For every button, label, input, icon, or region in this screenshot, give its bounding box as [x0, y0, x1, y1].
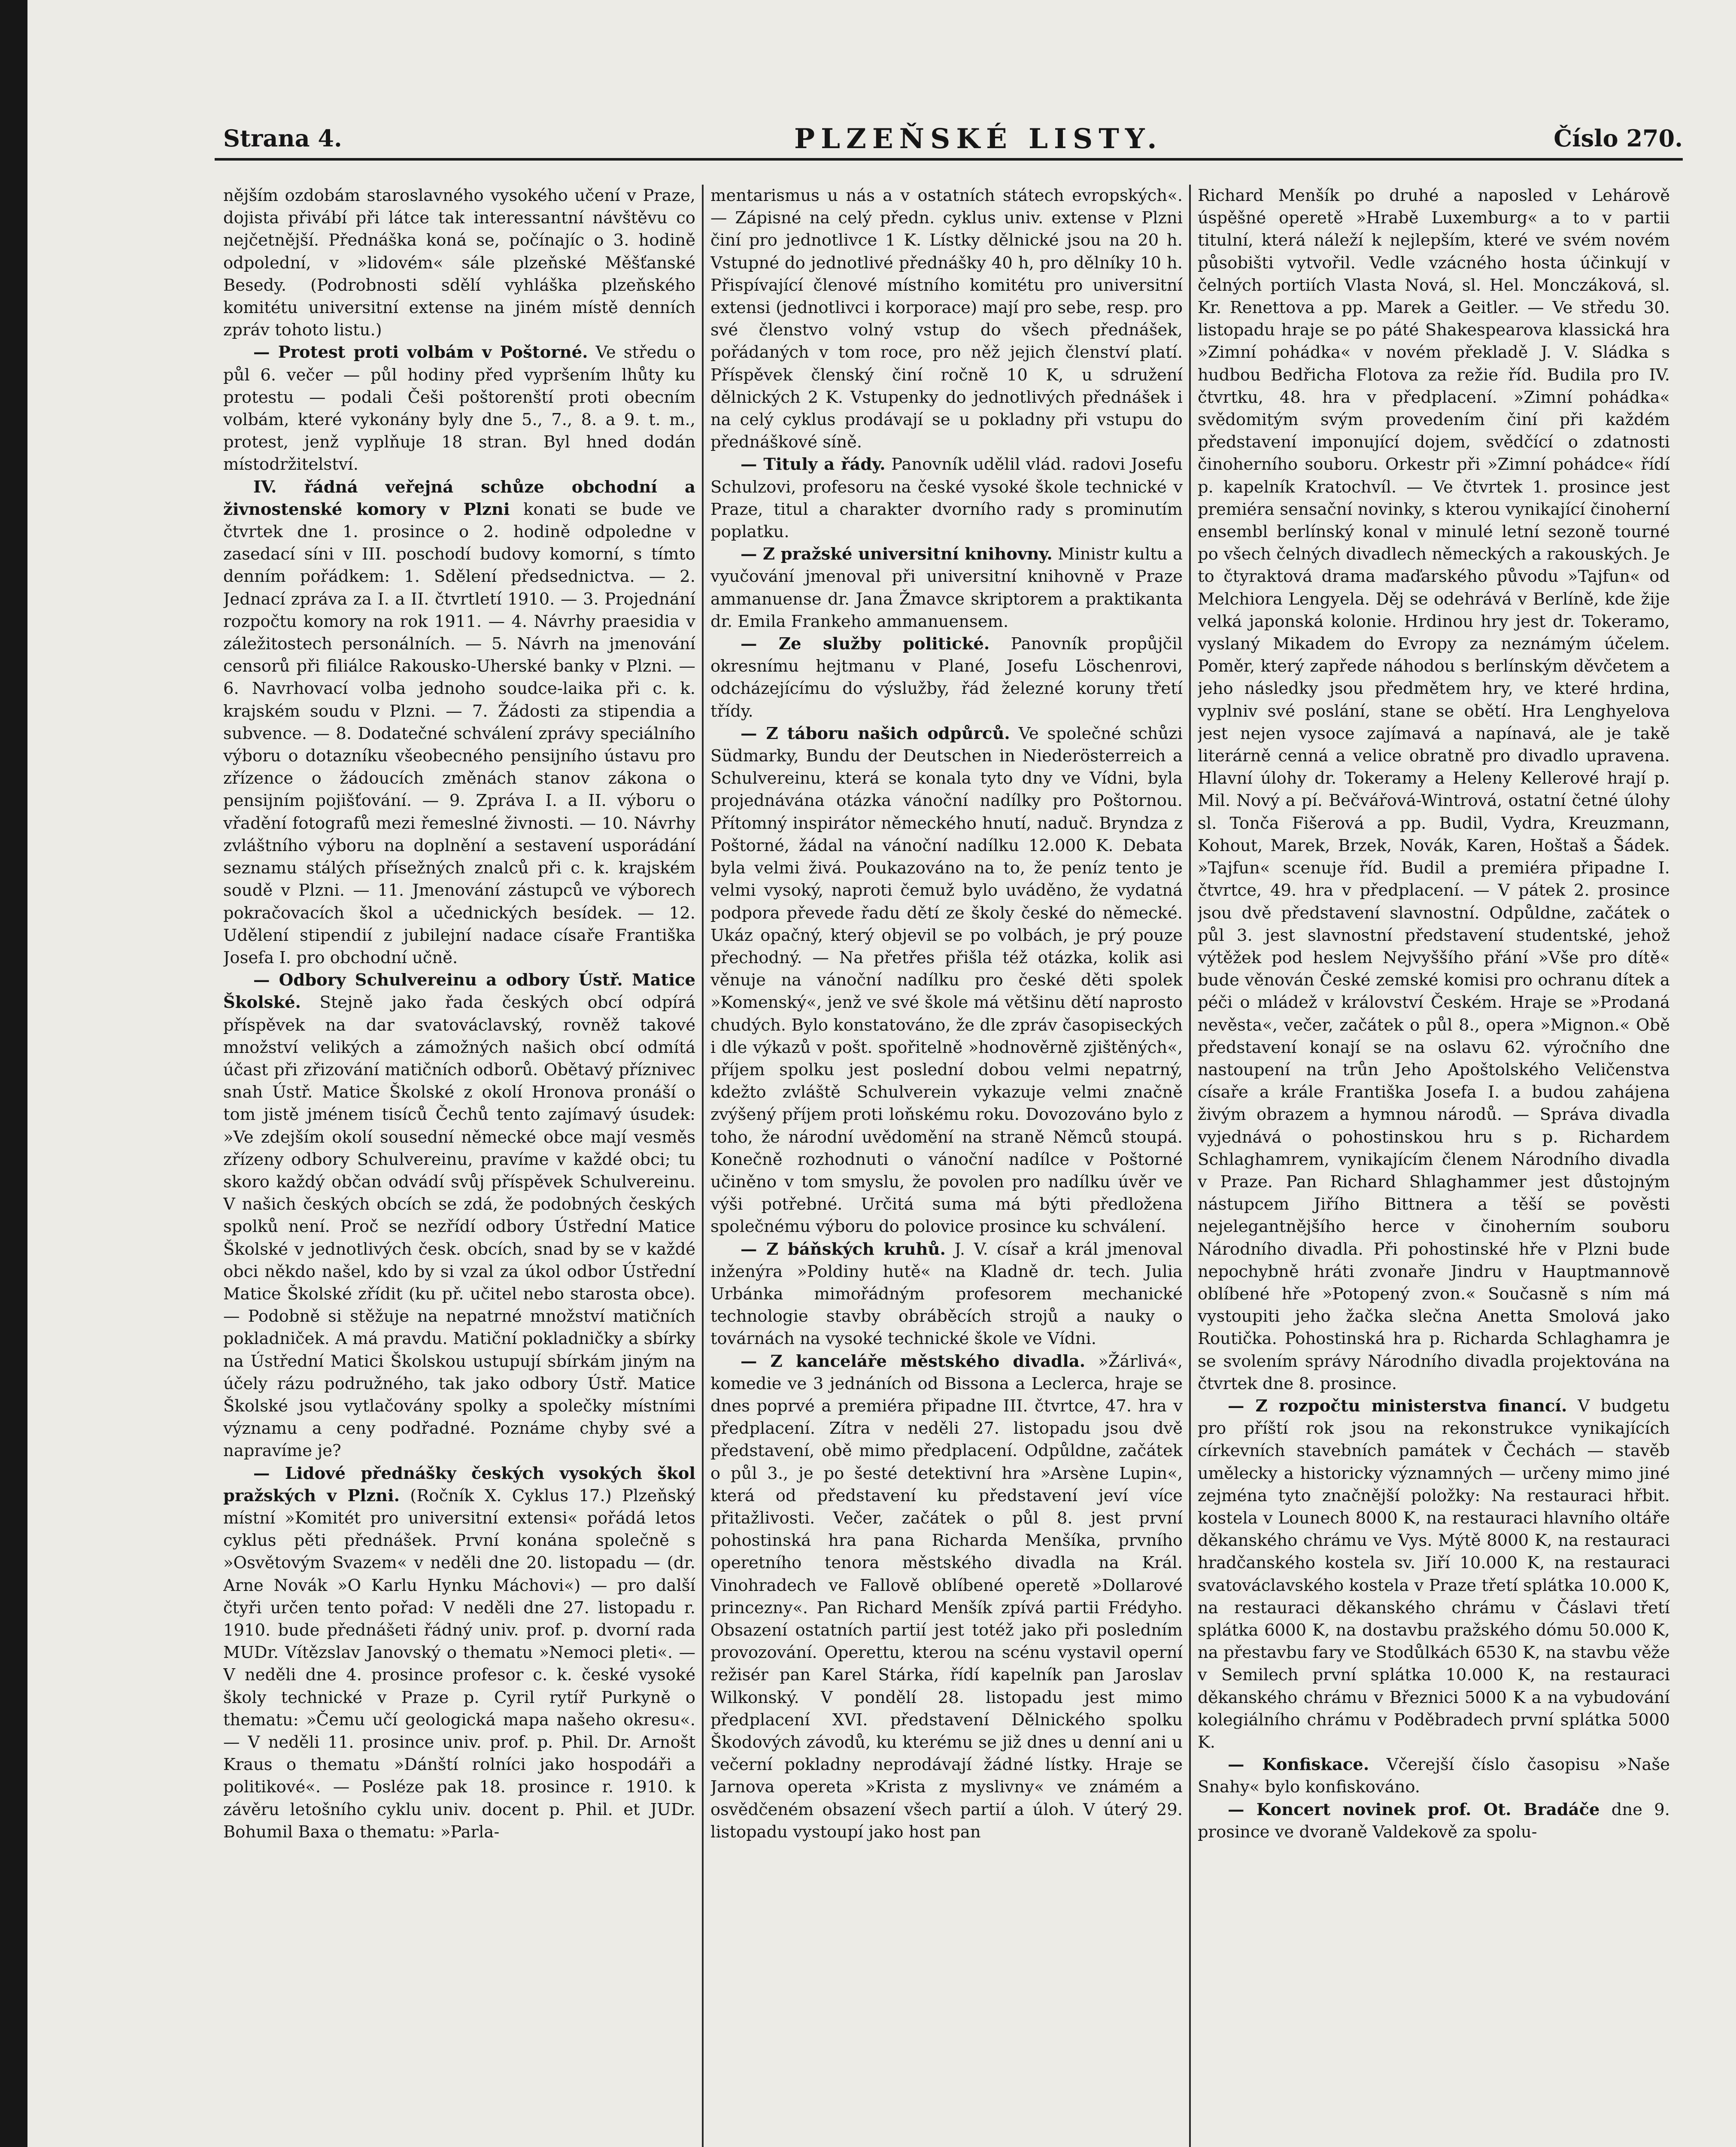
scan-binding-edge	[0, 0, 27, 2147]
article-paragraph: — Ze služby politické. Panovník propůjčil okresnímu hejtmanu v Plané, Josefu Löschenrovi, odcházejícímu do výslužby, řád železné koruny třetí třídy.	[710, 634, 1183, 721]
article-paragraph: — Koncert novinek prof. Ot. Bradáče dne 9. prosince ve dvoraně Valdekově za spolu-	[1198, 1800, 1670, 1842]
page-header	[223, 125, 1683, 159]
text-column-3	[1198, 185, 1670, 2147]
article-heading: IV. řádná veřejná schůze obchodní a živnostenské komory v Plzni	[223, 477, 695, 519]
article-heading: — Protest proti volbám v Poštorné.	[253, 343, 588, 362]
article-heading: — Lidové přednášky českých vysokých škol pražských v Plzni.	[223, 1463, 695, 1505]
article-paragraph: — Protest proti volbám v Poštorné. Ve středu o půl 6. večer — půl hodiny před vypršením lhůty ku protestu — podali Češi poštorenští proti obecním volbám, které vykonány byly dne 5., 7., 8. a 9. t. m., protest, jenž vyplňuje 18 stran. Byl hned dodán místodržitelství.	[223, 343, 695, 474]
text-column-1	[223, 185, 695, 2147]
article-heading: — Z táboru našich odpůrců.	[741, 724, 1010, 743]
page-number: Strana 4.	[223, 125, 342, 152]
header-rule	[215, 158, 1683, 161]
article-paragraph: Richard Menšík po druhé a naposled v Lehárově úspěšné operetě »Hrabě Luxemburg« a to v partii titulní, která náleží k nejlepším, které ve svém novém působišti vytvořil. Vedle vzácného hosta účinkují v čelných portiích Vlasta Nová, sl. Hel. Monczáková, sl. Kr. Renettova a pp. Marek a Geitler. — Ve středu 30. listopadu hraje se po páté Shakespearova klassická hra »Zimní pohádka« v novém překladě J. V. Sládka s hudbou Bedřicha Flotova za režie říd. Budila pro IV. čtvrtku, 48. hra v předplacení. »Zimní pohádka« svědomitým svým provedením činí při každém představení imponující dojem, svědčící o zdatnosti činoherního souboru. Orkestr při »Zimní pohádce« řídí p. kapelník Kratochvíl. — Ve čtvrtek 1. prosince jest premiéra sensační novinky, s kterou vynikající činoherní ensembl berlínský konal v minulé letní sezoně tourné po všech čelných divadlech německých a rakouských. Je to čtyraktová drama maďarského původu »Tajfun« od Melchiora Lengyela. Děj se odehrává v Berlíně, kde žije velká japonská kolonie. Hrdinou hry jest dr. Tokeramo, vyslaný Mikadem do Evropy za neznámým účelem. Poměr, který zapřede náhodou s berlínským děvčetem a jeho následky jsou předmětem hry, ve které hrdina, vyplniv své poslání, stane se obětí. Hra Lenghyelova jest nejen vysoce zajímavá a napínavá, ale je takě literárně cenná a velice obratně pro divadlo upravena. Hlavní úlohy dr. Tokeramy a Heleny Kellerové hrají p. Mil. Nový a pí. Bečvářová-Wintrová, ostatní četné úlohy sl. Tonča Fišerová a pp. Budil, Vydra, Kreuzmann, Kohout, Marek, Brzek, Novák, Karen, Hoštaš a Šádek. »Tajfun« scenuje říd. Budil a premiéra připadne I. čtvrtce, 49. hra v předplacení. — V pátek 2. prosince jsou dvě představení slavnostní. Odpůldne, začátek o půl 3. jest slavnostní představení studentské, jehož výtěžek pod heslem Nejvyššího přání »Vše pro dítě« bude věnován České zemské komisi pro ochranu dítek a péči o mládež v království Českém. Hraje se »Prodaná nevěsta«, večer, začátek o půl 8., opera »Mignon.« Obě představení konají se na oslavu 62. výročního dne nastoupení na trůn Jeho Apoštolského Veličenstva císaře a krále Františka Josefa I. a budou zahájena živým obrazem a hymnou národů. — Správa divadla vyjednává o pohostinskou hru s p. Richardem Schlaghamrem, vynikajícím členem Národního divadla v Praze. Pan Richard Shlaghammer jest důstojným nástupcem Jiřího Bittnera a těší se pověsti nejelegantnějšího herce v činoherním souboru Národního divadla. Při pohostinské hře v Plzni bude nepochybně hráti zvonaře Jindru v Hauptmannově oblíbené hře »Potopený zvon.« Současně s ním má vystoupiti jeho žačka slečna Anetta Smolová jako Routička. Pohostinská hra p. Richarda Schlaghamra je se svolením správy Národního divadla projektována na čtvrtek dne 8. prosince.	[1198, 186, 1670, 1393]
article-paragraph: — Z rozpočtu ministerstva financí. V budgetu pro příští rok jsou na rekonstrukce vynikajících církevních stavebních památek v Čechách — stavěb umělecky a historicky významných — určeny mimo jiné zejména tyto značnější položky: Na restauraci hřbit. kostela v Lounech 8000 K, na restauraci hlavního oltáře děkanského chrámu ve Vys. Mýtě 8000 K, na restauraci hradčanského kostela sv. Jiří 10.000 K, na restauraci svatováclavského kostela v Praze třetí splátka 10.000 K, na restauraci děkanského chrámu v Čáslavi třetí splátka 6000 K, na dostavbu pražského dómu 50.000 K, na přestavbu fary ve Stodůlkách 6530 K, na stavbu věže v Semilech první splátka 10.000 K, na restauraci děkanského chrámu v Březnici 5000 K a na vybudování kolegiálního chrámu v Poděbradech první splátka 5000 K.	[1198, 1396, 1670, 1752]
article-paragraph: — Z báňských kruhů. J. V. císař a král jmenoval inženýra »Poldiny hutě« na Kladně dr. tech. Julia Urbánka mimořádným profesorem mechanické technologie stavby obráběcích strojů a nauky o továrnách na vysoké technické škole ve Vídni.	[710, 1239, 1183, 1349]
newspaper-title: PLZEŇSKÉ LISTY.	[794, 123, 1163, 155]
article-heading: — Tituly a řády.	[741, 455, 886, 474]
article-heading: — Konfiskace.	[1228, 1755, 1369, 1775]
article-paragraph: — Z pražské universitní knihovny. Ministr kultu a vyučování jmenoval při universitní knihovně v Praze ammanuense dr. Jana Žmavce skriptorem a praktikanta dr. Emila Frankeho ammanuensem.	[710, 544, 1183, 631]
article-paragraph: — Z táboru našich odpůrců. Ve společné schůzi Südmarky, Bundu der Deutschen in Niederösterreich a Schulvereinu, která se konala tyto dny ve Vídni, byla projednávána otázka vánoční nadílky pro Poštornou. Přítomný inspirátor německého hnutí, naduč. Bryndza z Poštorné, žádal na vánoční nadílku 12.000 K. Debata byla velmi živá. Poukazováno na to, že peníz tento je velmi vysoký, naproti čemuž bylo uváděno, že vydatná podpora převede řadu dětí ze školy české do německé. Ukáz opačný, který objevil se po volbách, je prý pouze přechodný. — Na přetřes přišla též otázka, kolik asi věnuje na vánoční nadílku pro české děti spolek »Komenský«, jenž ve své škole má většinu dětí naprosto chudých. Bylo konstatováno, že dle zpráv časopiseckých i dle výkazů v pošt. spořitelně »hodnověrně zjištěných«, příjem spolku jest poslední dobou velmi nepatrný, kdežto zvláště Schulverein vykazuje velmi značně zvýšený příjem proti loňskému roku. Dovozováno bylo z toho, že národní uvědomění na straně Němců stoupá. Konečně rozhodnuti o vánoční nadílce v Poštorné učiněno v tom smyslu, že povolen pro nadílku úvěr ve výši potřebné. Určitá suma má býti předložena společnému výboru do polovice prosince ku schválení.	[710, 724, 1183, 1237]
article-paragraph: — Odbory Schulvereinu a odbory Ústř. Matice Školské. Stejně jako řada českých obcí odpírá příspěvek na dar svatováclavský, rovněž takové množství velikých a zámožných našich obcí odmítá účast při zřizování matičních odborů. Obětavý příznivec snah Ústř. Matice Školské z okolí Hronova pronáší o tom jistě jménem tisíců Čechů tento zajímavý úsudek: »Ve zdejším okolí sousední německé obce mají vesměs zřízeny odbory Schulvereinu, pravíme v každé obci; tu skoro každý občan odvádí svůj příspěvek Schulvereinu. V našich českých obcích se zdá, že podobných českých spolků není. Proč se nezřídí odbory Ústřední Matice Školské v jednotlivých česk. obcích, snad by se v každé obci někdo našel, kdo by si vzal za úkol odbor Ústřední Matice Školské zřídit (ku př. učitel nebo starosta obce). — Podobně si stěžuje na nepatrné množství matičních pokladniček. A má pravdu. Matiční pokladničky a sbírky na Ústřední Matici Školskou ustupují sbírkám jiným na účely rázu podružného, tak jako odbory Ústř. Matice Školské jsou vytlačovány spolky a společky místními významu a ceny podřadné. Poznáme chyby své a napravíme je?	[223, 970, 695, 1461]
article-paragraph: — Lidové přednášky českých vysokých škol pražských v Plzni. (Ročník X. Cyklus 17.) Plzeňský místní »Komitét pro universitní extensi« pořádá letos cyklus pěti přednášek. První konána společně s »Osvětovým Svazem« v neděli dne 20. listopadu — (dr. Arne Novák »O Karlu Hynku Máchovi«) — pro další čtyři určen tento pořad: V neděli dne 27. listopadu r. 1910. bude přednášeti řádný univ. prof. p. dvorní rada MUDr. Vítězslav Janovský o thematu »Nemoci pleti«. — V neděli dne 4. prosince profesor c. k. české vysoké školy technické v Praze p. Cyril rytíř Purkyně o thematu: »Čemu učí geologická mapa našeho okresu«. — V neděli 11. prosince univ. prof. p. Phil. Dr. Arnošt Kraus o thematu »Dánští rolníci jako hospodáři a politikové«. — Posléze pak 18. prosince r. 1910. k závěru letošního cyklu univ. docent p. Phil. et JUDr. Bohumil Baxa o thematu: »Parla-	[223, 1463, 695, 1842]
article-heading: — Ze služby politické.	[741, 634, 990, 654]
article-heading: — Z rozpočtu ministerstva financí.	[1228, 1396, 1567, 1416]
article-paragraph: — Tituly a řády. Panovník udělil vlád. radovi Josefu Schulzovi, profesoru na české vysoké škole technické v Praze, titul a charakter dvorního rady s prominutím poplatku.	[710, 455, 1183, 542]
issue-number: Číslo 270.	[1554, 125, 1683, 152]
text-column-2	[710, 185, 1183, 2147]
article-paragraph: — Konfiskace. Včerejší číslo časopisu »Naše Snahy« bylo konfiskováno.	[1198, 1755, 1670, 1797]
article-paragraph: mentarismus u nás a v ostatních státech evropských«. — Zápisné na celý předn. cyklus univ. extense v Plzni činí pro jednotlivce 1 K. Lístky dělnické jsou na 20 h. Vstupné do jednotlivé přednášky 40 h, pro dělníky 10 h. Přispívající členové místního komitétu pro universitní extensi (jednotlivci i korporace) mají pro sebe, resp. pro své členstvo volný vstup do všech přednášek, pořádaných v tom roce, pro něž jejich členství platí. Příspěvek členský činí ročně 10 K, u sdružení dělnických 2 K. Vstupenky do jednotlivých přednášek i na celý cyklus prodávají se u pokladny při vstupu do přednáškové síně.	[710, 186, 1183, 452]
column-divider	[1189, 185, 1191, 2147]
article-paragraph: nějším ozdobám staroslavného vysokého učení v Praze, dojista přivábí při látce tak interessantní návštěvu co nejčetnější. Přednáška koná se, počínajíc o 3. hodině odpolední, v »lidovém« sále plzeňské Měšťanské Besedy. (Podrobnosti sdělí vyhláška plzeňského komitétu universitní extense na jiném místě denních zpráv tohoto listu.)	[223, 186, 695, 340]
article-heading: — Odbory Schulvereinu a odbory Ústř. Matice Školské.	[223, 970, 695, 1013]
article-paragraph: — Z kanceláře městského divadla. »Žárlivá«, komedie ve 3 jednáních od Bissona a Leclerca, hraje se dnes poprvé a premiéra připadne III. čtvrtce, 47. hra v předplacení. Zítra v neděli 27. listopadu jsou dvě představení, obě mimo předplacení. Odpůldne, začátek o půl 3., je po šesté detektivní hra »Arsène Lupin«, která od představení ku představení jeví více přitažlivosti. Večer, začátek o půl 8. jest první pohostinská hra pana Richarda Menšíka, prvního operetního tenora městského divadla na Král. Vinohradech ve Fallově oblíbené operetě »Dollarové princezny«. Pan Richard Menšík zpívá partii Frédyho. Obsazení ostatních partií jest totéž jako při posledním provozování. Operettu, kterou na scénu vystavil operní režisér pan Karel Stárka, řídí kapelník pan Jaroslav Wilkonský. V pondělí 28. listopadu jest mimo předplacení XVI. představení Dělnického spolku Škodových závodů, ku kterému se již dnes u denní ani u večerní pokladny neprodávají žádné lístky. Hraje se Jarnova opereta »Krista z myslivny« ve známém a osvědčeném obsazení všech partií a úloh. V úterý 29. listopadu vystoupí jako host pan	[710, 1351, 1183, 1842]
article-heading: — Koncert novinek prof. Ot. Bradáče	[1228, 1800, 1600, 1819]
article-heading: — Z báňských kruhů.	[741, 1239, 946, 1259]
article-heading: — Z pražské universitní knihovny.	[741, 544, 1053, 564]
article-paragraph: IV. řádná veřejná schůze obchodní a živnostenské komory v Plzni konati se bude ve čtvrtek dne 1. prosince o 2. hodině odpoledne v zasedací síni v III. poschodí budovy komorní, s tímto denním pořádkem: 1. Sdělení předsednictva. — 2. Jednací zpráva za I. a II. čtvrtletí 1910. — 3. Projednání rozpočtu komory na rok 1911. — 4. Návrhy praesidia v záležitostech personálních. — 5. Návrh na jmenování censorů při filiálce Rakousko-Uherské banky v Plzni. — 6. Navrhovací volba jednoho soudce-laika při c. k. krajském soudu v Plzni. — 7. Žádosti za stipendia a subvence. — 8. Dodatečné schválení zprávy speciálního výboru o dotazníku všeobecného pensijního ústavu pro zřízence o žádoucích změnách stanov zákona o pensijním pojišťování. — 9. Zpráva I. a II. výboru o vřadění fotografů mezi řemeslné živnosti. — 10. Návrhy zvláštního výboru na doplnění a sestavení usporádání seznamu stálých přísežných znalců při c. k. krajském soudě v Plzni. — 11. Jmenování zástupců ve výborech pokračovacích škol a učednických besídek. — 12. Udělení stipendií z jubilejní nadace císaře Františka Josefa I. pro obchodní učně.	[223, 477, 695, 967]
column-divider	[702, 185, 704, 2147]
article-heading: — Z kanceláře městského divadla.	[741, 1351, 1086, 1371]
